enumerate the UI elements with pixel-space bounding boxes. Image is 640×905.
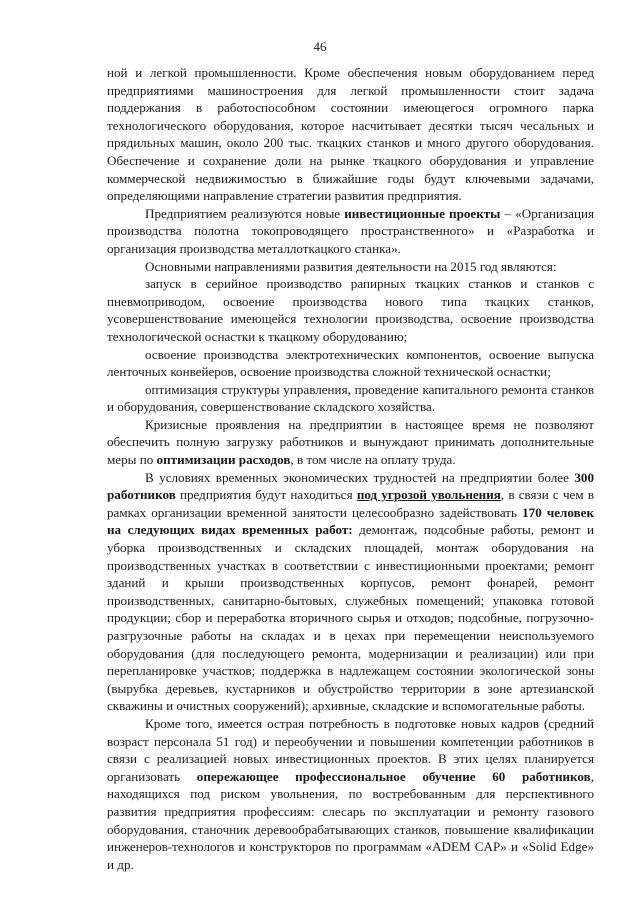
document-body [107,64,594,873]
paragraph-temporary-employment [107,469,594,715]
paragraph-crisis [107,416,594,469]
bold-170-people: 170 человек на следующих видах временных работ: [107,504,595,538]
bold-dismissal-threat: под угрозой увольнения [356,487,501,503]
text-run: , находящихся под риском увольнения, по востребованным для перспективного развития предприятия профессиям: слесарь по эксплуатации и ремонту газового оборудования, станочник деревообрабатывающих станков, повышение квалификации инженеров-технологов и конструкторов по программам «ADEM CAP» и «Solid Edge» и др. [107,768,595,872]
text-run: Кроме того, имеется острая потребность в подготовке новых кадров (средний возраст персонала 51 год) и переобучении и повышении компетенции работников в связи с реализацией новых инвестиционных проектов. В этих целях планируется организовать [107,715,594,784]
text-run: Кризисные проявления на предприятии в настоящее время не позволяют обеспечить полную загрузку работников и вынуждают принимать дополнительные меры по [107,416,594,468]
bold-investment-projects: инвестиционные проекты [344,205,501,221]
text-run: , в том числе на оплату труда. [290,452,456,468]
text-run: демонтаж, подсобные работы, ремонт и уборка производственных и складских площадей, монтаж оборудования на производственных участках в соответствии с инвестиционными проектами; ремонт зданий и крыши производственных корпусов, ремонт фонарей, ремонт производственных, санитарно-бытовых, служебных помещений; упаковка готовой продукции; сбор и переработка вторичного сырья и отходов; подсобные, погрузочно-разгрузочные работы на складах и в цехах при перемещении неиспользуемого оборудования (для последующего ремонта, модернизации и реализации) или при перепланировке участков; поддержка в надлежащем состоянии экологической зоны (вырубка деревьев, кустарников и обустройство территории в зоне артезианской скважины и очистных сооружений); архивные, складские и вспомогательные работы. [107,522,594,714]
paragraph-training [107,715,594,873]
text-run: , в связи с чем в рамках организации временной занятости целесообразно задействовать [107,487,595,520]
text-run: Предприятием реализуются новые [145,205,345,221]
bold-advance-training: опережающее профессиональное обучение 60 работников [196,768,591,784]
paragraph-investment-projects [107,205,594,258]
text-run: – «Организация производства полотна токопроводящего пространственного» и «Разработка и организация производства металлоткацкого станка». [107,205,594,256]
text-run: предприятия будут находиться [175,487,357,503]
list-item-electrotechnical: освоение производства электротехнических компонентов, освоение выпуска ленточных конвейеров, освоение производства сложной технической оснастки; [107,346,594,380]
list-item-weaving: запуск в серийное производство рапирных ткацких станков и станков с пневмоприводом, освоение производства нового типа ткацких станков, усовершенствование имеющейся технологии производства, освоение производства технологической оснастки к ткацкому оборудованию; [107,276,594,344]
page-number: 46 [313,39,327,54]
list-item-optimization: оптимизация структуры управления, проведение капитального ремонта станков и оборудования, совершенствование складского хозяйства. [107,381,594,415]
paragraph-main-directions: Основными направлениями развития деятельности на 2015 год являются: [145,258,557,274]
bold-300-workers: 300 работников [107,469,594,503]
bold-cost-optimization: оптимизации расходов [156,452,291,468]
paragraph-continuation: ной и легкой промышленности. Кроме обеспечения новым оборудованием перед предприятиями машиностроения для легкой промышленности стоит задача поддержания в работоспособном состоянии имеющегося огромного парка технологического оборудования, которое насчитывает десятки тысяч чесальных и прядильных машин, около 200 тыс. ткацких станков и много другого оборудования. Обеспечение и сохранение доли на рынке ткацкого оборудования и управление коммерческой недвижимостью в ближайшие годы будут ключевыми задачами, определяющими направление стратегии развития предприятия. [107,65,594,204]
text-run: В условиях временных экономических трудностей на предприятии более [145,469,575,485]
